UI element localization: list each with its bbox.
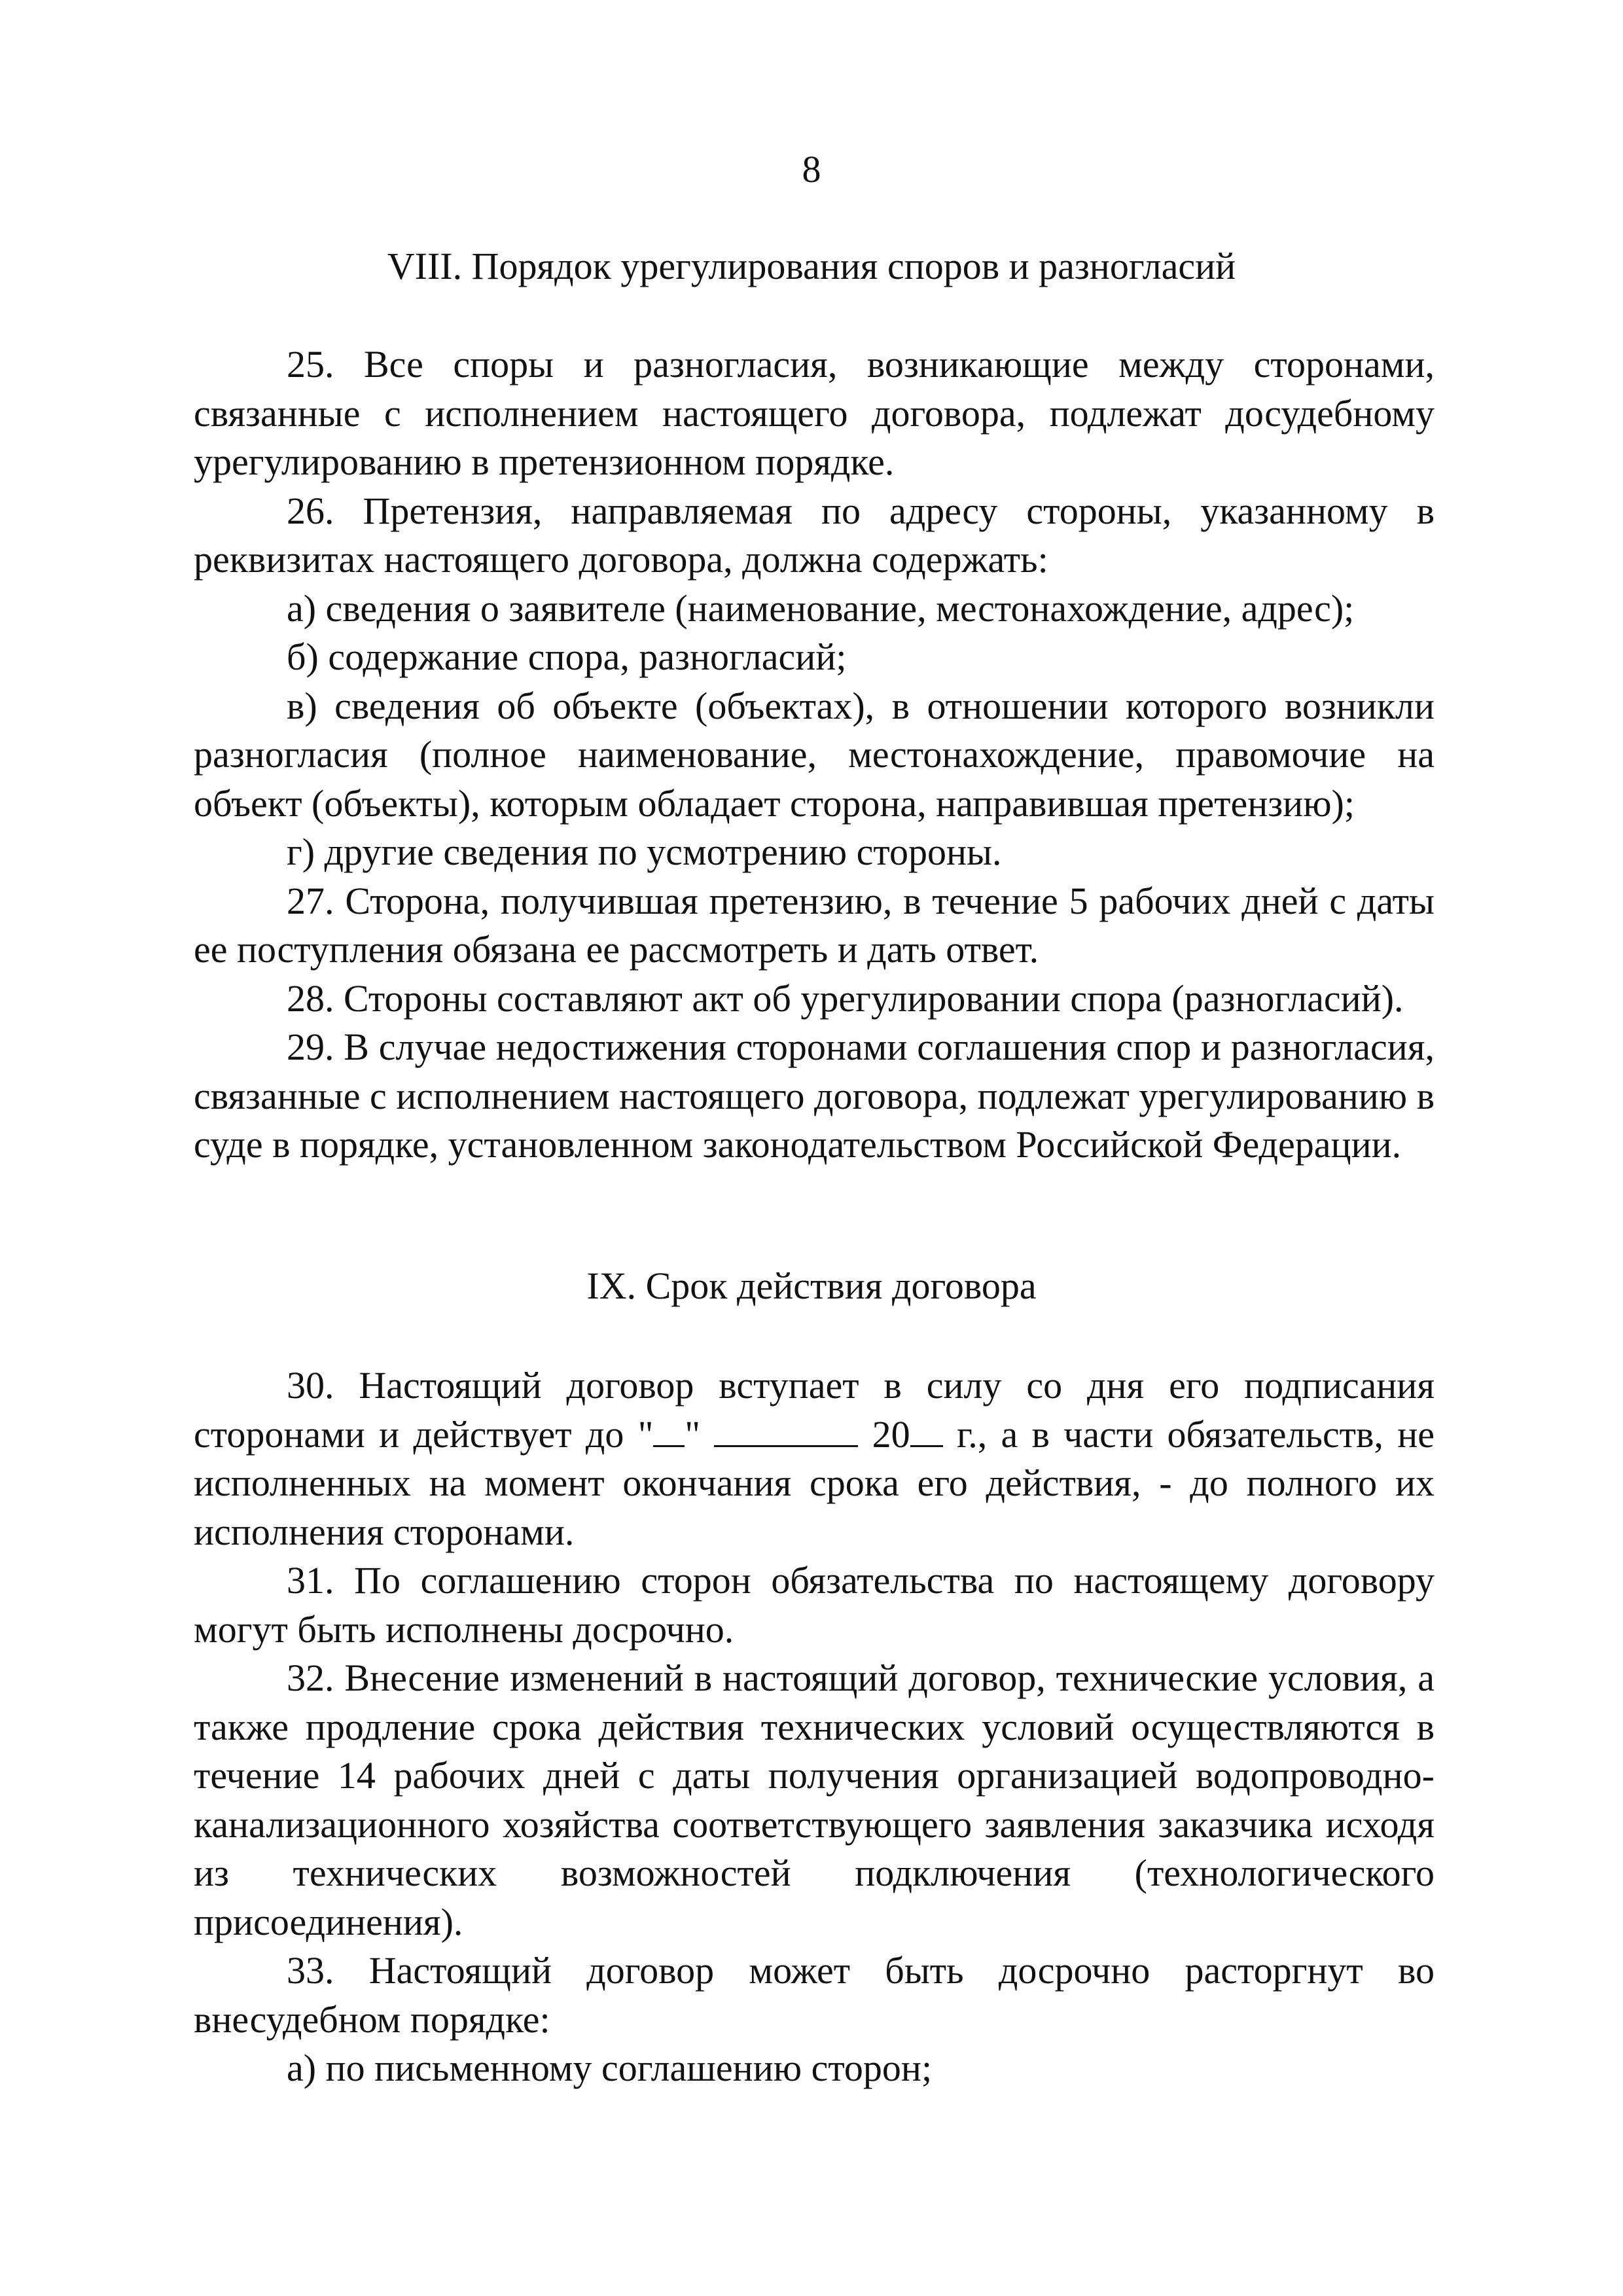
section-8-body — [194, 340, 1435, 1170]
month-blank-line — [714, 1412, 858, 1446]
paragraph-33-a: а) по письменному соглашению сторон; — [287, 2047, 933, 2089]
paragraph-30-text-1: 30. Настоящий договор вступает в силу со дня его подписания сторонами и действует до " — [194, 1364, 1435, 1456]
paragraph-26-d: г) другие сведения по усмотрению стороны. — [287, 831, 1002, 873]
paragraph-33: 33. Настоящий договор может быть досрочно расторгнут во внесудебном порядке: — [194, 1949, 1435, 2041]
section-9-body — [194, 1361, 1435, 2093]
paragraph-32: 32. Внесение изменений в настоящий договор, технические условия, а также продление срока действия технических условий осуществляются в течение 14 рабочих дней с даты получения организацией водопроводно-канализационного хозяйства соответствующего заявления заказчика исходя из технических возможностей подключения (технологического присоединения). — [194, 1657, 1435, 1943]
paragraph-30-text-3: 20 — [858, 1412, 910, 1456]
page-number: 8 — [802, 148, 821, 190]
paragraph-30-text-4: г., а в части обязательств, не исполненных на момент окончания срока его действия, - до полного их исполнения сторонами. — [194, 1412, 1435, 1553]
paragraph-29: 29. В случае недостижения сторонами соглашения спор и разногласия, связанные с исполнением настоящего договора, подлежат урегулированию в суде в порядке, установленном законодательством Российской Федерации. — [194, 1026, 1435, 1166]
section-9-heading: IX. Срок действия договора — [586, 1265, 1037, 1307]
section-8-heading: VIII. Порядок урегулирования споров и разногласий — [387, 245, 1236, 287]
paragraph-26-b: б) содержание спора, разногласий; — [287, 636, 847, 678]
year-blank-line — [910, 1412, 943, 1446]
paragraph-26: 26. Претензия, направляемая по адресу стороны, указанному в реквизитах настоящего договора, должна содержать: — [194, 489, 1435, 581]
day-blank-line — [653, 1412, 685, 1446]
paragraph-31: 31. По соглашению сторон обязательства по настоящему договору могут быть исполнены досрочно. — [194, 1559, 1435, 1651]
paragraph-25: 25. Все споры и разногласия, возникающие между сторонами, связанные с исполнением настоящего договора, подлежат досудебному урегулированию в претензионном порядке. — [194, 343, 1435, 483]
paragraph-28: 28. Стороны составляют акт об урегулировании спора (разногласий). — [287, 977, 1404, 1020]
paragraph-26-a: а) сведения о заявителе (наименование, местонахождение, адрес); — [287, 586, 1355, 630]
paragraph-27: 27. Сторона, получившая претензию, в течение 5 рабочих дней с даты ее поступления обязана ее рассмотреть и дать ответ. — [194, 879, 1435, 971]
paragraph-30-text-2: " — [685, 1412, 701, 1456]
paragraph-30 — [194, 1361, 1435, 1556]
paragraph-26-c: в) сведения об объекте (объектах), в отношении которого возникли разногласия (полное наименование, местонахождение, правомочие на объект (объекты), которым обладает сторона, направившая претензию); — [194, 684, 1435, 825]
